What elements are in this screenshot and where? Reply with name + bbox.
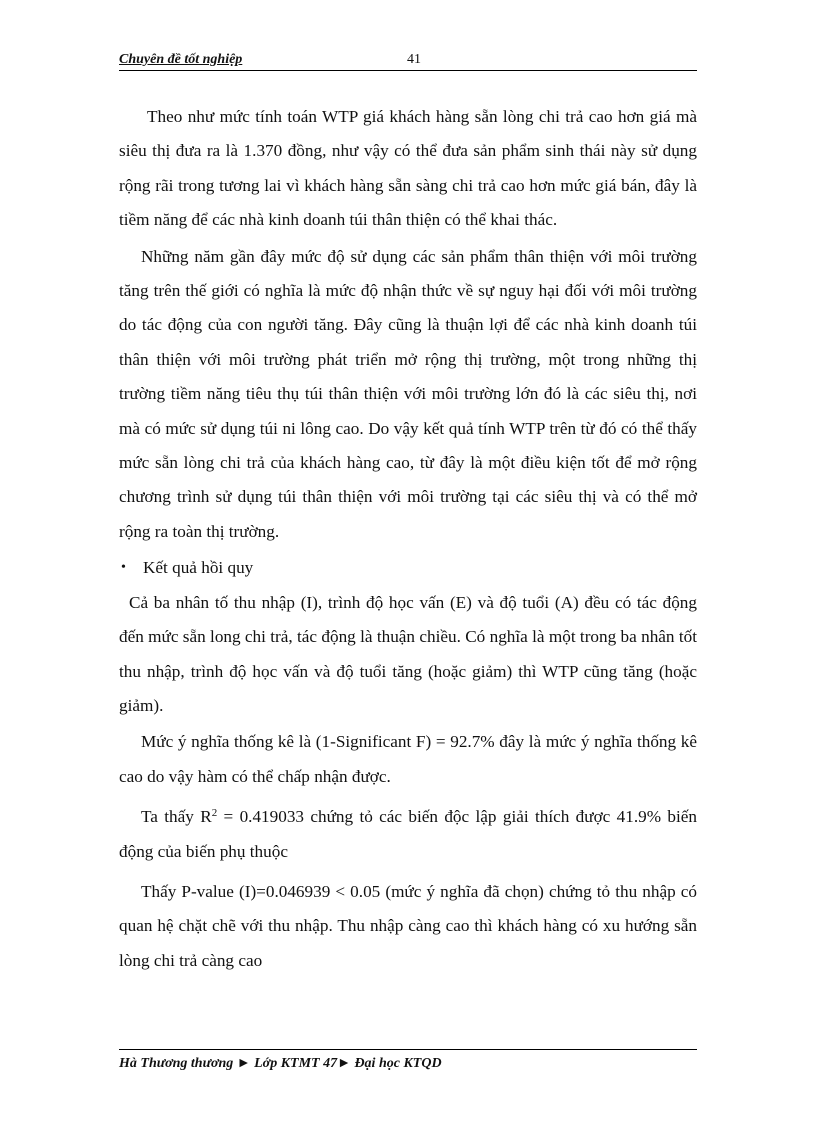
paragraph-wtp-price: Theo như mức tính toán WTP giá khách hàng sẵn lòng chi trả cao hơn giá mà siêu thị đưa ra là 1.370 đồng, như vậy có thể đưa sản phẩm sinh thái này sử dụng rộng rãi trong tương lai vì khách hàng sẵn sàng chi trả cao hơn mức giá bán, đây là tiềm năng để các nhà kinh doanh túi thân thiện có thể khai thác.	[119, 107, 697, 230]
bullet-heading: Kết quả hồi quy	[143, 558, 254, 578]
paragraph-regression-factors: Cả ba nhân tố thu nhập (I), trình độ học vấn (E) và độ tuổi (A) đều có tác động đến mức sẵn long chi trả, tác động là thuận chiều. Có nghĩa là một trong ba nhân tốt thu nhập, trình độ học vấn và độ tuổi tăng (hoặc giảm) thì WTP cũng tăng (hoặc giảm).	[119, 592, 697, 715]
header-title: Chuyên đề tốt nghiệp	[119, 52, 243, 67]
paragraph-r-squared	[119, 800, 697, 869]
page-header	[119, 50, 697, 71]
page-number: 41	[407, 52, 421, 67]
r-squared-text: = 0.419033 chứng tỏ các biến độc lập giải thích được 41.9% biến động của biến phụ thuộc	[119, 807, 697, 861]
paragraph-market-potential: Những năm gần đây mức độ sử dụng các sản phẩm thân thiện với môi trường tăng trên thế giới có nghĩa là mức độ nhận thức về sự nguy hại đối với môi trường do tác động của con người tăng. Đây cũng là thuận lợi để các nhà kinh doanh túi thân thiện với môi trường phát triển mở rộng thị trường, một trong những thị trường tiềm năng tiêu thụ túi thân thiện với môi trường lớn đó là các siêu thị, nơi mà có mức sử dụng túi ni lông cao. Do vậy kết quả tính WTP trên từ đó có thể thấy mức sẵn lòng chi trả của khách hàng cao, từ đây là một điều kiện tốt để mở rộng chương trình sử dụng túi thân thiện với môi trường tại các siêu thị và có thể mở rộng ra toàn thị trường.	[119, 246, 697, 541]
r-squared-prefix: Ta thấy R	[141, 807, 212, 827]
page-footer: Hà Thương thương ► Lớp KTMT 47► Đại học KTQD	[119, 1049, 697, 1072]
bullet-item	[119, 551, 697, 585]
paragraph-p-value: Thấy P-value (I)=0.046939 < 0.05 (mức ý nghĩa đã chọn) chứng tỏ thu nhập có quan hệ chặt chẽ với thu nhập. Thu nhập càng cao thì khách hàng có xu hướng sẵn lòng chi trả càng cao	[119, 881, 697, 970]
document-body	[119, 100, 697, 978]
bullet-icon: •	[121, 560, 126, 576]
r-squared-superscript: 2	[211, 807, 218, 820]
paragraph-significance: Mức ý nghĩa thống kê là (1-Significant F) = 92.7% đây là mức ý nghĩa thống kê cao do vậy hàm có thể chấp nhận được.	[119, 732, 697, 786]
